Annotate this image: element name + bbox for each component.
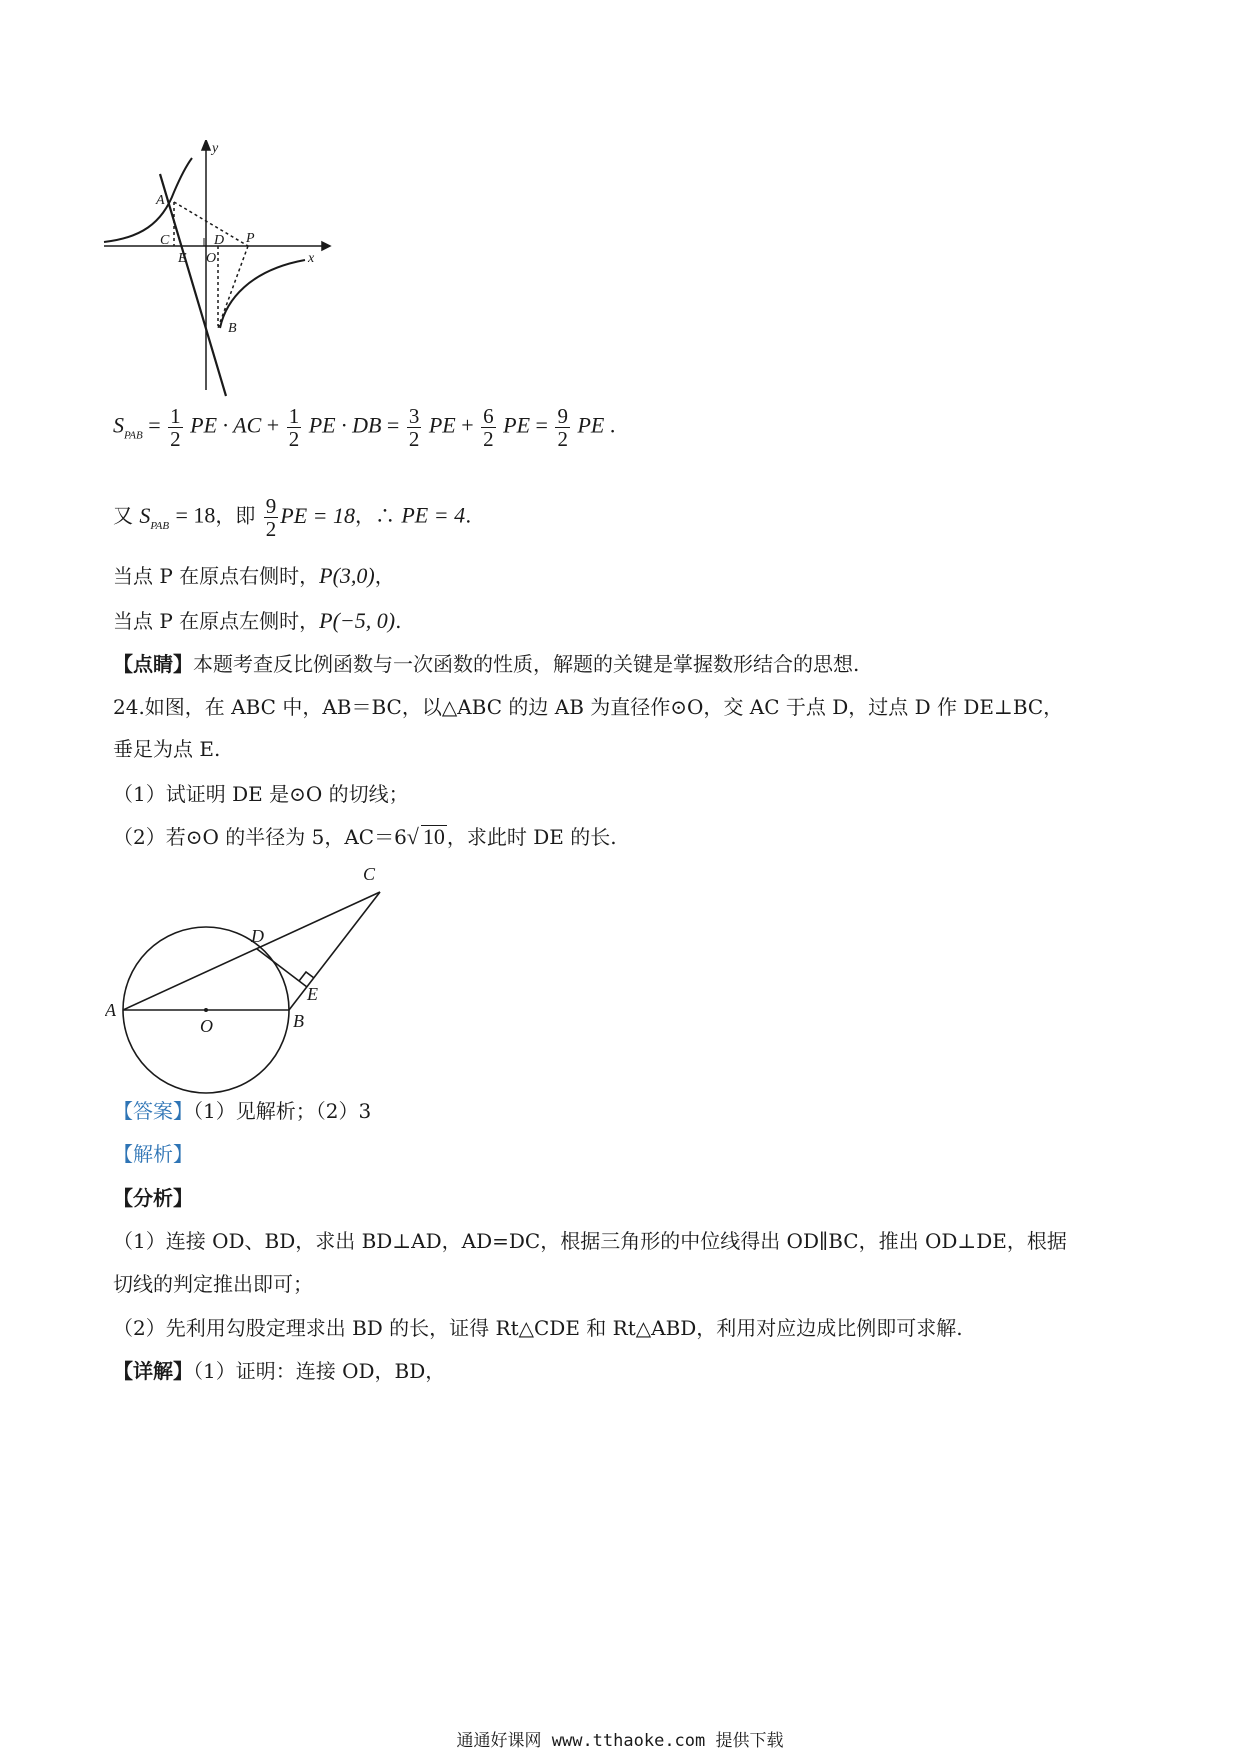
point-e-label: E xyxy=(178,251,187,266)
question-24-stem-2: 垂足为点 E. xyxy=(113,737,221,761)
area-equation-line: 又 $S_{PAB} = 18$，即 $\frac{9}{2}$ PE = 18，∴ PE = 4. xyxy=(113,494,472,541)
point-d-label: D xyxy=(214,233,225,248)
point-b-label: B xyxy=(228,321,237,336)
detail: 【详解】（1）证明：连接 OD，BD， xyxy=(113,1359,446,1383)
case-left: 当点 P 在原点左侧时，P(−5, 0). xyxy=(113,608,402,633)
footer: 通通好课网 www.tthaoke.com 提供下载 xyxy=(456,1731,784,1751)
point-p-label: P xyxy=(246,231,255,246)
figure-coordinate-graph xyxy=(100,140,340,400)
y-axis-label: y xyxy=(212,141,219,156)
question-24-part-1: （1）试证明 DE 是⊙O 的切线； xyxy=(113,782,409,806)
fenxi-line-2: 切线的判定推出即可； xyxy=(113,1272,313,1296)
fenxi-line-3: （2）先利用勾股定理求出 BD 的长，证得 Rt△CDE 和 Rt△ABD，利用对应边成比例即可求解. xyxy=(113,1316,963,1340)
analysis-tag: 【解析】 xyxy=(113,1142,193,1166)
question-24-part-2: （2）若⊙O 的半径为 5，AC＝6√ 10 ，求此时 DE 的长. xyxy=(113,824,617,849)
question-24-stem-1: 24.如图，在 ABC 中，AB＝BC，以△ABC 的边 AB 为直径作⊙O，交 AC 于点 D，过点 D 作 DE⊥BC， xyxy=(113,695,1064,719)
circle-point-b: B xyxy=(293,1011,304,1031)
circle-point-o: O xyxy=(200,1016,213,1036)
figure-circle-triangle xyxy=(105,860,395,1100)
fenxi-line-1: （1）连接 OD、BD，求出 BD⊥AD，AD=DC，根据三角形的中位线得出 OD∥BC，推出 OD⊥DE，根据 xyxy=(113,1229,1067,1253)
area-formula: $S_{PAB}$ = $\frac{1}{2}$ PE · AC + $\frac{1}{2}$ PE · DB = $\frac{3}{2}$ PE + $\frac{6}{2}$ PE = $\frac{9}{2}$ PE . xyxy=(113,404,616,451)
case-right: 当点 P 在原点右侧时，P(3,0)， xyxy=(113,563,395,588)
circle-point-c: C xyxy=(363,864,376,884)
circle-point-d: D xyxy=(251,926,264,946)
circle-point-e: E xyxy=(307,984,318,1004)
circle-point-a: A xyxy=(105,1000,116,1020)
comment: 【点睛】本题考查反比例函数与一次函数的性质，解题的关键是掌握数形结合的思想. xyxy=(113,652,860,676)
fenxi-tag: 【分析】 xyxy=(113,1186,193,1210)
point-c-label: C xyxy=(160,233,170,248)
x-axis-label: x xyxy=(308,251,315,266)
point-o-label: O xyxy=(206,251,217,266)
answer: 【答案】（1）见解析；（2）3 xyxy=(113,1099,372,1123)
point-a-label: A xyxy=(156,193,165,208)
